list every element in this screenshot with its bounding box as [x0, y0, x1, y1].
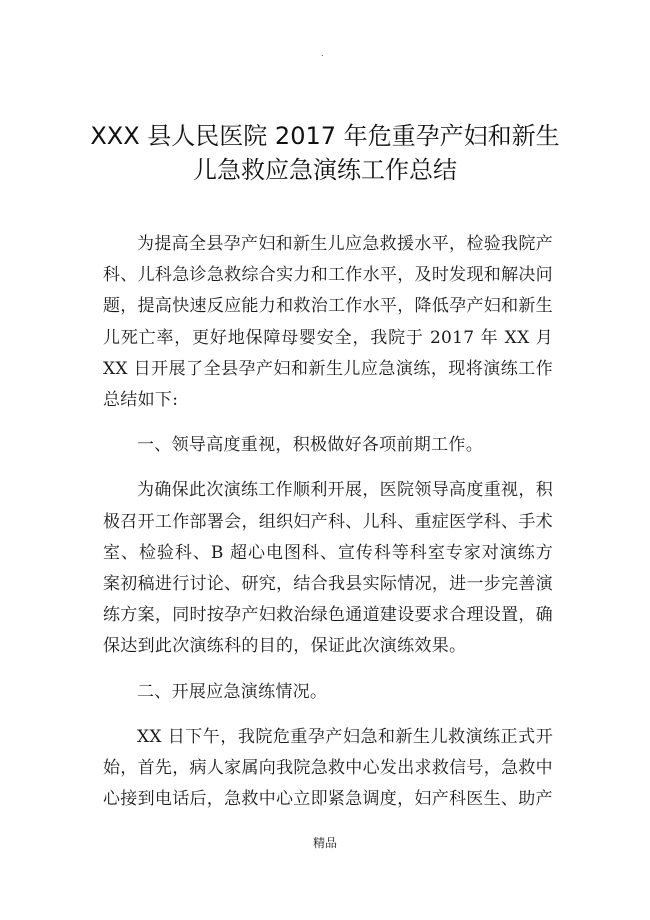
page-footer: 精品	[312, 836, 337, 850]
document-title-line-1: XXX 县人民医院 2017 年危重孕产妇和新生	[90, 122, 560, 150]
top-dot-mark: .	[321, 49, 324, 58]
document-title-line-2: 儿急救应急演练工作总结	[193, 156, 457, 184]
section-heading-1: 一、领导高度重视，积极做好各项前期工作。	[137, 435, 483, 456]
section-heading-2: 二、开展应急演练情况。	[137, 681, 328, 702]
intro-paragraph: 为提高全县孕产妇和新生儿应急救援水平，检验我院产科、儿科急诊急救综合实力和工作水平，及时发现和解决问题，提高快速反应能力和救治工作水平，降低孕产妇和新生儿死亡率，更好地保障母婴安全，我院于 2017 年 XX 月 XX 日开展了全县孕产妇和新生儿应急演练，现将演练工作总结如下:	[103, 234, 553, 411]
document-body	[103, 229, 553, 829]
section-2-paragraph: XX 日下午，我院危重孕产妇急和新生儿救演练正式开始，首先，病人家属向我院急救中心发出求救信号，急救中心接到电话后，急救中心立即紧急调度，妇产科医生、助产	[103, 726, 553, 810]
section-1-paragraph: 为确保此次演练工作顺利开展，医院领导高度重视，积极召开工作部署会，组织妇产科、儿科、重症医学科、手术室、检验科、B 超心电图科、宣传科等科室专家对演练方案初稿进行讨论、研究，结合我县实际情况，进一步完善演练方案，同时按孕产妇救治绿色通道建设要求合理设置，确保达到此次演练科的目的，保证此次演练效果。	[103, 480, 553, 657]
